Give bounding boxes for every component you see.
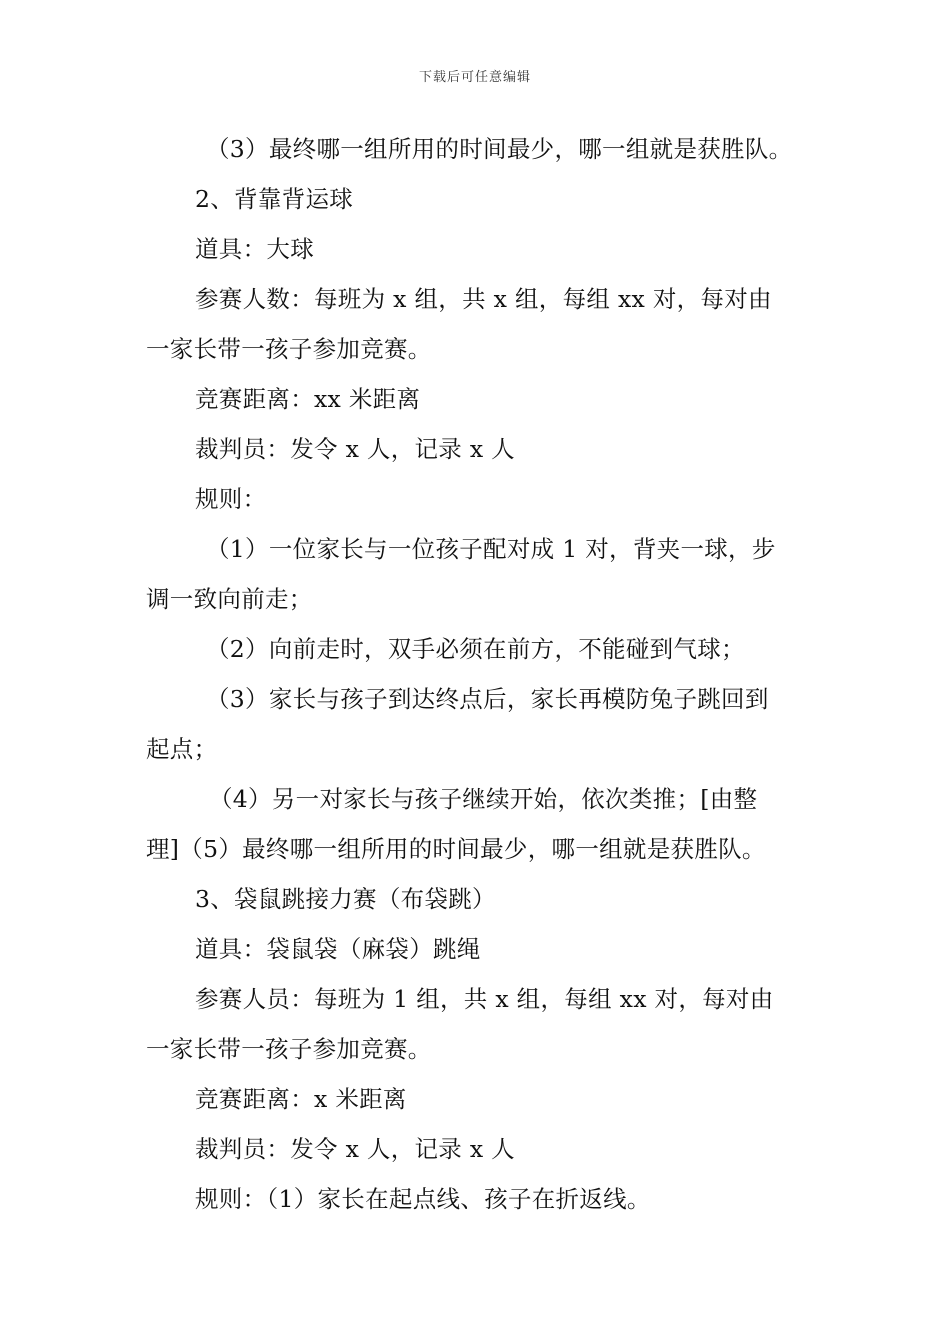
paragraph-line: （3）最终哪一组所用的时间最少，哪一组就是获胜队。 [206, 135, 793, 163]
paragraph-line: 道具：袋鼠袋（麻袋）跳绳 [195, 935, 481, 963]
paragraph-line: 参赛人数：每班为 x 组，共 x 组，每组 xx 对，每对由 [195, 285, 772, 313]
paragraph-line: 参赛人员：每班为 1 组，共 x 组，每组 xx 对，每对由 [195, 985, 774, 1013]
page-header: 下载后可任意编辑 [418, 70, 531, 85]
paragraph-line: （4）另一对家长与孩子继续开始，依次类推；[由整 [209, 785, 758, 813]
paragraph-line: 规则： [195, 485, 267, 513]
paragraph-line: 调一致向前走； [146, 585, 313, 613]
paragraph-line: 一家长带一孩子参加竞赛。 [146, 1035, 432, 1063]
paragraph-line: 一家长带一孩子参加竞赛。 [146, 335, 432, 363]
paragraph-line: 道具：大球 [195, 235, 314, 263]
paragraph-line: 竞赛距离：x 米距离 [195, 1085, 407, 1113]
paragraph-line: 裁判员：发令 x 人，记录 x 人 [195, 435, 515, 463]
paragraph-line: （3）家长与孩子到达终点后，家长再模防兔子跳回到 [206, 685, 769, 713]
document-body [146, 124, 810, 1224]
paragraph-line: （1）一位家长与一位孩子配对成 1 对，背夹一球，步 [206, 535, 776, 563]
paragraph-line: 理]（5）最终哪一组所用的时间最少，哪一组就是获胜队。 [146, 835, 766, 863]
section-heading: 2、背靠背运球 [195, 185, 354, 213]
paragraph-line: （2）向前走时，双手必须在前方，不能碰到气球； [206, 635, 745, 663]
paragraph-line: 竞赛距离：xx 米距离 [195, 385, 421, 413]
section-heading: 3、袋鼠跳接力赛（布袋跳） [195, 885, 496, 913]
paragraph-line: 规则：（1）家长在起点线、孩子在折返线。 [195, 1185, 651, 1213]
paragraph-line: 起点； [146, 735, 218, 763]
paragraph-line: 裁判员：发令 x 人，记录 x 人 [195, 1135, 515, 1163]
